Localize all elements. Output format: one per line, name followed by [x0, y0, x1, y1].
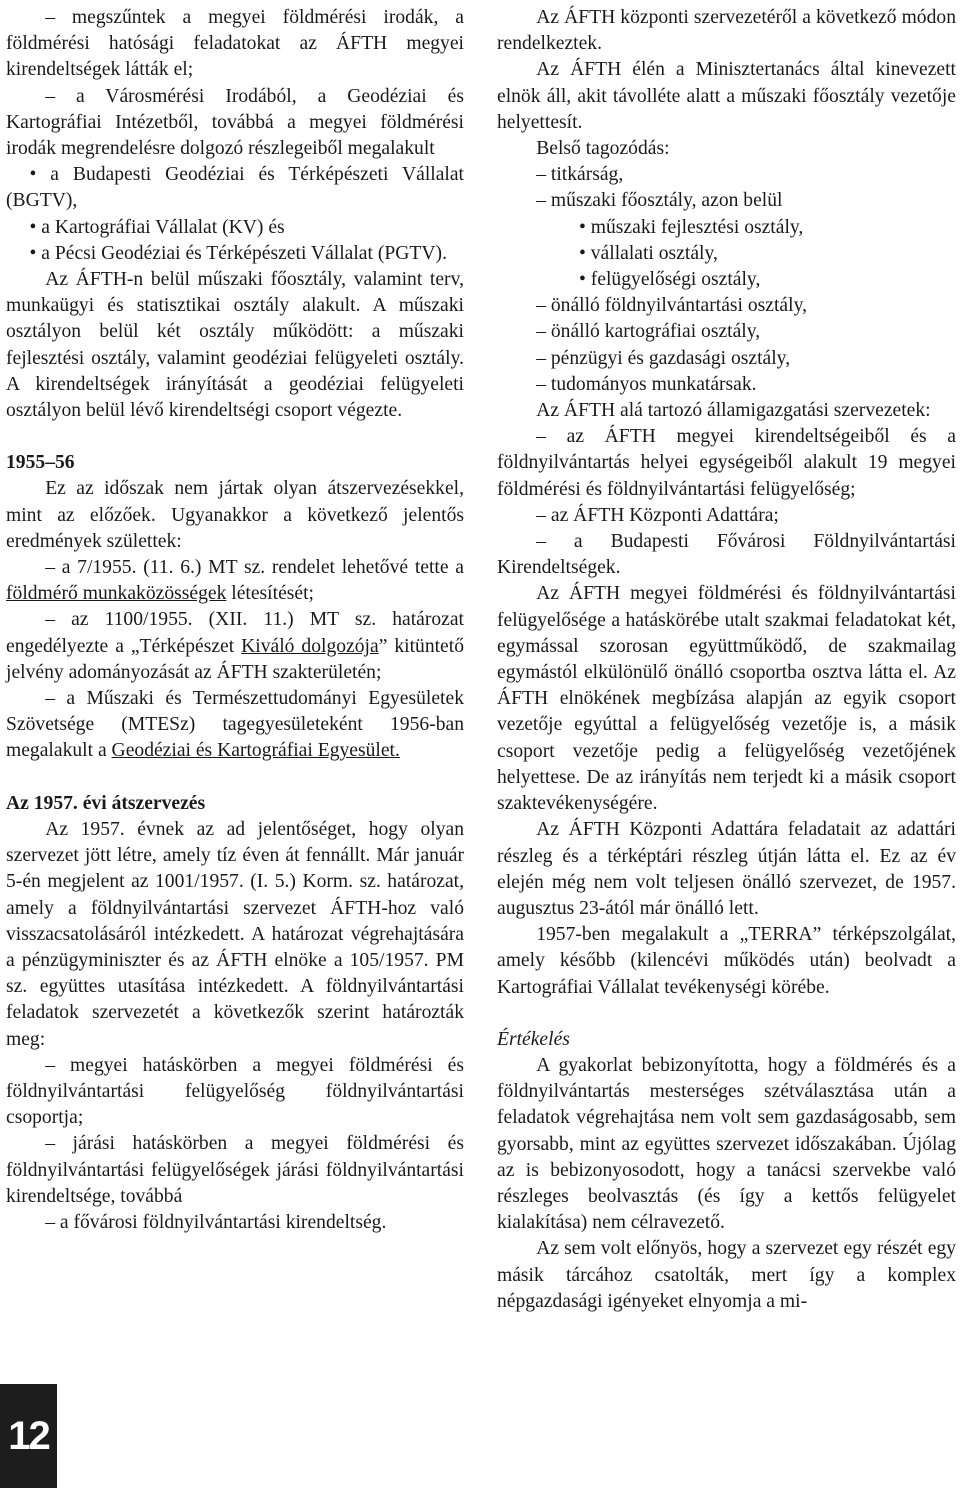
section-heading: Az 1957. évi átszervezés: [6, 792, 206, 814]
sub-bullet-item: • műszaki fejlesztési osztály,: [579, 216, 804, 238]
spacer: [6, 424, 464, 450]
paragraph: Az ÁFTH Központi Adattára feladatait az adattári részleg és a térképtári részleg útján látta el. Ez az év elején még nem volt teljesen önálló szervezet, de 1957. augusztus 23-ától már önálló lett.: [497, 819, 956, 919]
text-run: létesítését;: [226, 583, 314, 605]
bullet-item: • a Budapesti Geodéziai és Térképészeti Vállalat (BGTV),: [6, 164, 464, 212]
bullet-item: • a Pécsi Geodéziai és Térképészeti Vállalat (PGTV).: [29, 242, 447, 264]
paragraph: – a fővárosi földnyilvántartási kirendeltség.: [45, 1211, 387, 1233]
page-number: 12: [0, 1384, 57, 1488]
paragraph: Az ÁFTH-n belül műszaki főosztály, valamint terv, munkaügyi és statisztikai osztály alakult. A műszaki osztályon belül két osztály működött: a műszaki fejlesztési osztály, valamint geodéziai felügyeleti osztály. A kirendeltségek irányítását a geodéziai felügyeleti osztályon belül lévő kirendeltségi csoport végezte.: [6, 269, 464, 422]
paragraph: – az ÁFTH Központi Adattára;: [536, 504, 779, 526]
dash-item: – önálló földnyilvántartási osztály,: [536, 295, 807, 317]
paragraph: Az ÁFTH élén a Minisztertanács által kinevezett elnök áll, akit távolléte alatt a műszaki főosztály vezetője helyettesít.: [497, 59, 956, 133]
paragraph: A gyakorlat bebizonyította, hogy a földmérés és a földnyilvántartás mesterséges szétválasztása után a feladatok végrehajtása nem volt sem gazdaságosabb, sem gyorsabb, mint az együttes szervezet időszakában. Újólag az is bebizonyosodott, hogy a tanácsi szervekbe való részleges beolvasztás (és így a kettős felügyelet kialakítása) nem célravezető.: [497, 1054, 956, 1234]
dash-item: – műszaki főosztály, azon belül: [536, 190, 783, 212]
section-heading: 1955–56: [6, 452, 75, 474]
paragraph: Az ÁFTH alá tartozó államigazgatási szervezetek:: [536, 400, 931, 422]
dash-item: – önálló kartográfiai osztály,: [536, 321, 761, 343]
paragraph: [6, 607, 464, 686]
paragraph: – a Budapesti Fővárosi Földnyilvántartási Kirendeltségek.: [497, 531, 956, 579]
dash-item: – pénzügyi és gazdasági osztály,: [536, 347, 791, 369]
underlined-term: földmérő munkaközösségek: [6, 583, 227, 605]
paragraph: – a Városmérési Irodából, a Geodéziai és Kartográfiai Intézetből, továbbá a megyei földmérési irodák megrendelésre dolgozó részlegeiből megalakult: [6, 85, 464, 160]
paragraph: [6, 686, 464, 765]
text-run: ” kitüntető jelvény adományozását az ÁFTH szakterületén;: [6, 635, 464, 683]
paragraph: – járási hatáskörben a megyei földmérési és földnyilvántartási felügyelőségek járási földnyilvántartási kirendeltsége, továbbá: [6, 1133, 464, 1207]
sub-bullet-item: • felügyelőségi osztály,: [579, 269, 761, 291]
spacer: [497, 1001, 956, 1027]
paragraph: – az ÁFTH megyei kirendeltségeiből és a földnyilvántartás helyei egységeiből alakult 19 megyei földmérési és földnyilvántartási felügyelőség;: [497, 426, 956, 500]
left-column: [6, 5, 464, 1236]
spacer: [6, 765, 464, 791]
paragraph: [6, 555, 464, 607]
paragraph: Az 1957. évnek az ad jelentőséget, hogy olyan szervezet jött létre, amely tíz éven át fennállt. Már január 5-én megjelent az 1001/1957. (I. 5.) Korm. sz. határozat, amely a földnyilvántartási szervezet ÁFTH-hoz való visszacsatolásáról intézkedett. A határozat végrehajtására a pénzügyminiszter és az ÁFTH elnöke a 105/1957. PM sz. együttes utasítása intézkedett. A földnyilvántartási feladatok szervezetét a következők szerint határozták meg:: [6, 818, 464, 1050]
dash-item: – tudományos munkatársak.: [536, 373, 757, 395]
paragraph: Az ÁFTH központi szervezetéről a következő módon rendelkeztek.: [497, 7, 956, 55]
underlined-term: Geodéziai és Kartográfiai Egyesület.: [111, 740, 400, 762]
text-run: – a 7/1955. (11. 6.) MT sz. rendelet lehetővé tette a: [45, 557, 464, 579]
paragraph: Az ÁFTH megyei földmérési és földnyilvántartási felügyelősége a hatáskörébe utalt szakmai feladatokat két, egymással szorosan együttműködő, de szakmailag egymástól elkülönülő önálló csoportba osztva látta el. Az ÁFTH elnökének megbízása alapján az egyik csoport vezetője egyúttal a felügyelőség vezetője is, a másik csoport vezetője pedig a felügyelőség vezetőjének helyettese. De az irányítás nem terjedt ki a másik csoport szaktevékenységére.: [497, 583, 956, 815]
sub-bullet-item: • vállalati osztály,: [579, 242, 718, 264]
paragraph: Belső tagozódás:: [536, 138, 670, 160]
paragraph: 1957-ben megalakult a „TERRA” térképszolgálat, amely később (kilencévi működés után) beolvadt a Kartográfiai Vállalat tevékenységi körébe.: [497, 924, 956, 998]
section-heading: Értékelés: [497, 1028, 570, 1050]
paragraph: – megszűntek a megyei földmérési irodák, a földmérési hatósági feladatokat az ÁFTH megyei kirendeltségek látták el;: [6, 7, 464, 81]
paragraph: – megyei hatáskörben a megyei földmérési és földnyilvántartási felügyelőség földnyilvántartási csoportja;: [6, 1054, 464, 1129]
dash-item: – titkárság,: [536, 164, 624, 186]
text-run: – az 1100/1955. (XII. 11.) MT sz. határozat engedélyezte a „Térképészet: [6, 609, 464, 657]
right-column: [497, 5, 956, 1315]
text-run: – a Műszaki és Természettudományi Egyesületek Szövetsége (MTESz) tagegyesületeként 1956-ban megalakult a: [6, 688, 464, 762]
paragraph: Ez az időszak nem jártak olyan átszervezésekkel, mint az előzőek. Ugyanakkor a következő jelentős eredmények születtek:: [6, 478, 464, 552]
paragraph: Az sem volt előnyös, hogy a szervezet egy részét egy másik tárcához csatolták, mert így a komplex népgazdasági igényeket elnyomja a mi-: [497, 1238, 956, 1312]
bullet-item: • a Kartográfiai Vállalat (KV) és: [29, 216, 285, 238]
underlined-term: Kiváló dolgozója: [241, 635, 379, 657]
